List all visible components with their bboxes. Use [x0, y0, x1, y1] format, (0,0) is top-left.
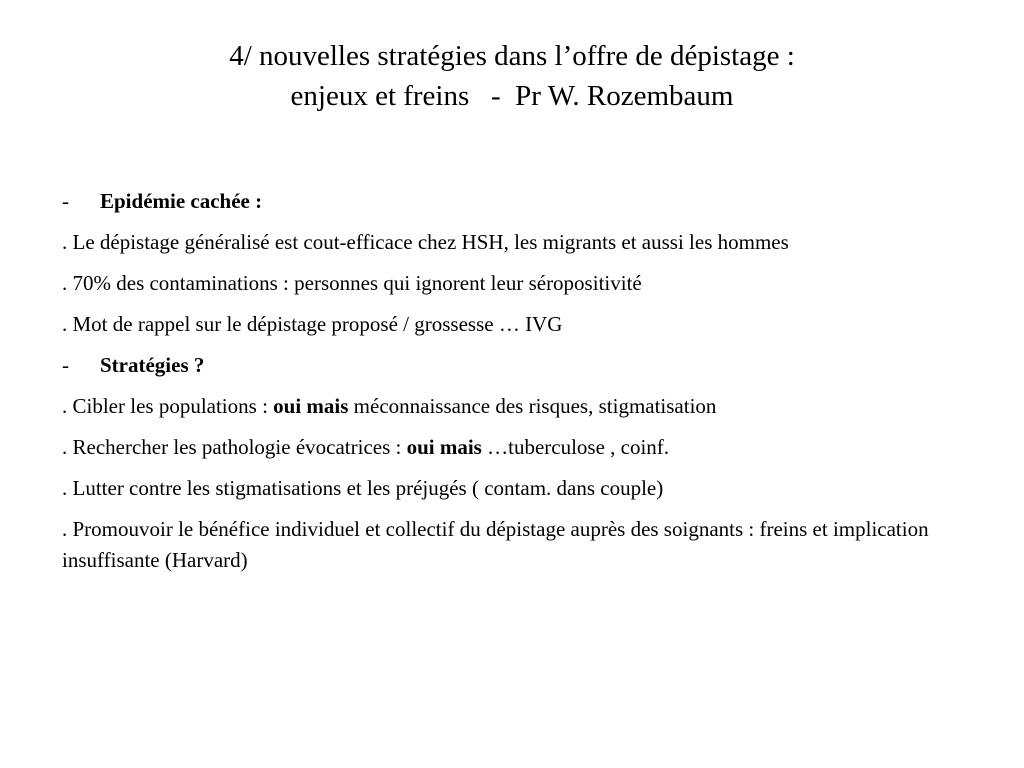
item-emphasis: oui mais — [406, 435, 482, 459]
list-item: . Promouvoir le bénéfice individuel et collectif du dépistage auprès des soignants : freins et implication insuffisante (Harvard) — [62, 517, 929, 572]
item-text: …tuberculose , coinf. — [481, 435, 670, 459]
section-heading-text: Stratégies ? — [100, 353, 205, 377]
list-item: . 70% des contaminations : personnes qui ignorent leur séropositivité — [62, 271, 642, 295]
item-emphasis: oui mais — [273, 394, 349, 418]
title-line-2: enjeux et freins - Pr W. Rozembaum — [290, 80, 734, 112]
list-item — [62, 432, 962, 463]
section-heading-epidemie — [62, 186, 962, 217]
slide-title — [0, 36, 1024, 116]
item-text: . Cibler les populations : — [62, 394, 274, 418]
title-line-1: 4/ nouvelles stratégies dans l’offre de dépistage : — [229, 40, 795, 72]
list-item — [62, 391, 962, 422]
section-heading-strategies — [62, 350, 962, 381]
item-text: . Rechercher les pathologie évocatrices : — [62, 435, 407, 459]
item-text: méconnaissance des risques, stigmatisation — [348, 394, 717, 418]
bullet-dash: - — [62, 189, 69, 213]
slide-body — [62, 186, 962, 586]
list-item: . Lutter contre les stigmatisations et les préjugés ( contam. dans couple) — [62, 476, 664, 500]
section-heading-text: Epidémie cachée : — [100, 189, 263, 213]
bullet-dash: - — [62, 353, 69, 377]
list-item: . Mot de rappel sur le dépistage proposé / grossesse … IVG — [62, 312, 563, 336]
list-item: . Le dépistage généralisé est cout-efficace chez HSH, les migrants et aussi les hommes — [62, 230, 789, 254]
